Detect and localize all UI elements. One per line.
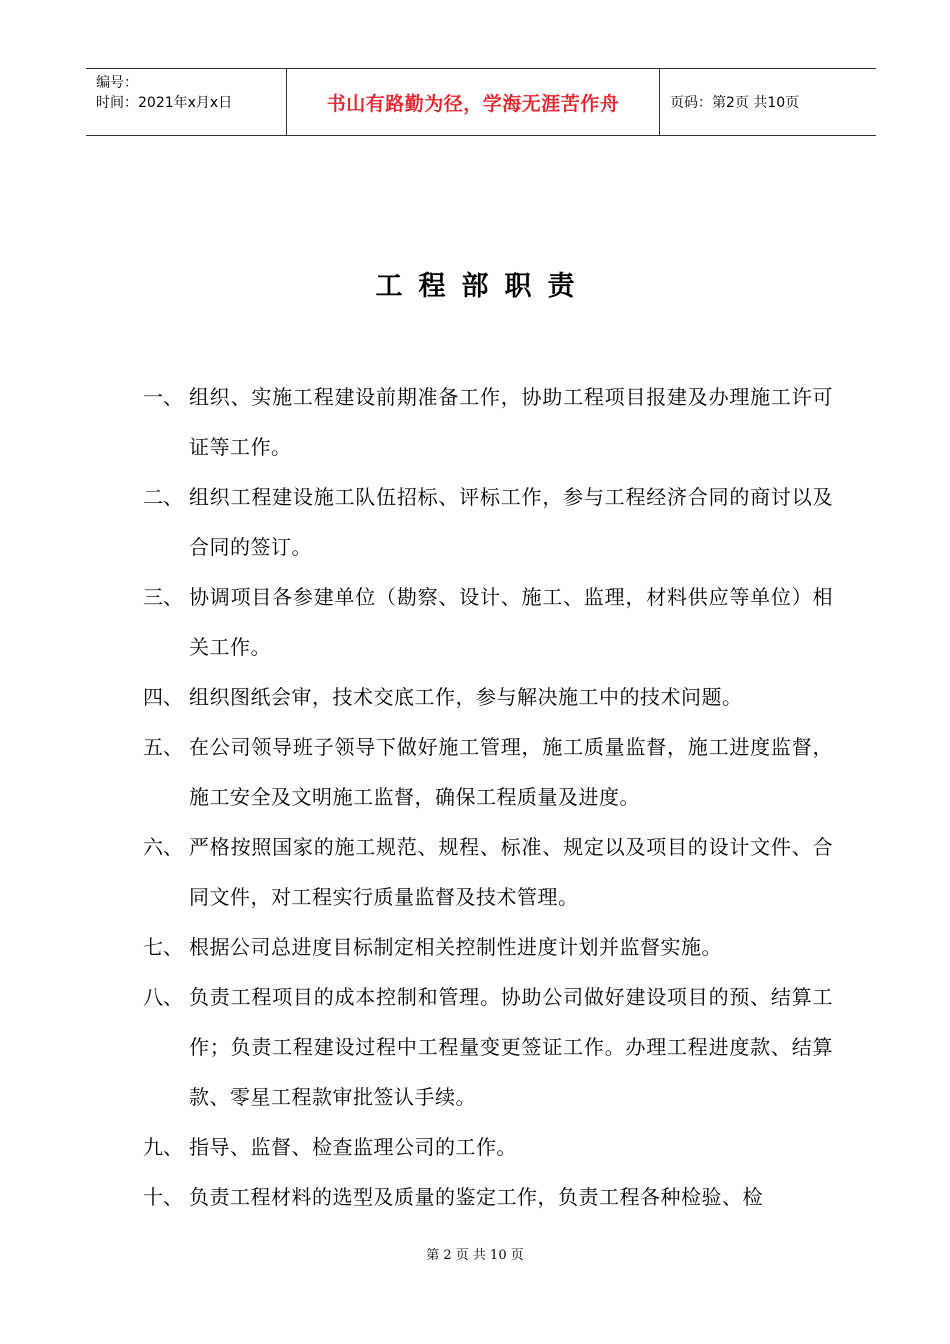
number-label: 编号： [96, 75, 138, 91]
duty-item-text: 指导、监督、检查监理公司的工作。 [189, 1135, 517, 1159]
duty-item-text: 协调项目各参建单位（勘察、设计、施工、监理，材料供应等单位）相关工作。 [189, 585, 833, 659]
duty-item [143, 1122, 833, 1172]
duty-item-number: 七、 [143, 935, 183, 959]
duty-item-number: 十、 [143, 1185, 183, 1209]
duty-item-number: 五、 [143, 735, 183, 759]
duty-item [143, 572, 833, 672]
duty-item-text: 组织工程建设施工队伍招标、评标工作，参与工程经济合同的商讨以及合同的签订。 [189, 485, 833, 559]
header-meta-cell [86, 69, 287, 135]
duty-item-text: 组织、实施工程建设前期准备工作，协助工程项目报建及办理施工许可证等工作。 [189, 385, 833, 459]
duty-item-text: 根据公司总进度目标制定相关控制性进度计划并监督实施。 [189, 935, 722, 959]
document-title: 工程部职责 [375, 271, 591, 302]
duty-item [143, 822, 833, 922]
header-motto: 书山有路勤为径，学海无涯苦作舟 [287, 69, 660, 135]
duty-item-number: 二、 [143, 485, 183, 509]
duty-item-text: 负责工程材料的选型及质量的鉴定工作，负责工程各种检验、检 [189, 1185, 763, 1209]
page-footer: 第 2 页 共 10 页 [426, 1248, 524, 1263]
duty-item-number: 八、 [143, 985, 183, 1009]
header-page-info: 页码：第2页 共10页 [670, 95, 800, 111]
time-label: 时间：2021年x月x日 [96, 95, 233, 111]
duty-item-number: 四、 [143, 685, 183, 709]
duty-list [143, 372, 833, 1222]
duty-item [143, 372, 833, 472]
duty-item [143, 672, 833, 722]
duty-item [143, 722, 833, 822]
duty-item-text: 严格按照国家的施工规范、规程、标准、规定以及项目的设计文件、合同文件，对工程实行质量监督及技术管理。 [189, 835, 833, 909]
duty-item-text: 在公司领导班子领导下做好施工管理，施工质量监督，施工进度监督，施工安全及文明施工监督，确保工程质量及进度。 [189, 735, 833, 809]
duty-item-number: 九、 [143, 1135, 183, 1159]
duty-item [143, 472, 833, 572]
duty-item-number: 一、 [143, 385, 183, 409]
duty-item-text: 负责工程项目的成本控制和管理。协助公司做好建设项目的预、结算工作；负责工程建设过程中工程量变更签证工作。办理工程进度款、结算款、零星工程款审批签认手续。 [189, 985, 833, 1109]
duty-item-text: 组织图纸会审，技术交底工作，参与解决施工中的技术问题。 [189, 685, 743, 709]
duty-item [143, 1172, 833, 1222]
duty-item [143, 922, 833, 972]
document-header [86, 68, 876, 136]
duty-item-number: 三、 [143, 585, 183, 609]
duty-item [143, 972, 833, 1122]
duty-item-number: 六、 [143, 835, 183, 859]
